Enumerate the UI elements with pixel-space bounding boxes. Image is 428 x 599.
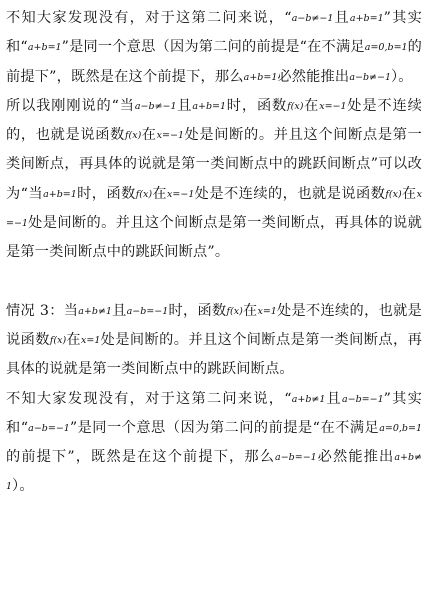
text-run: 在 xyxy=(66,331,82,348)
inline-math: x=−1 xyxy=(156,130,184,142)
text-run: 的前提下”，既然是在这个前提下，那么 xyxy=(6,39,422,85)
paragraph-3 xyxy=(6,297,422,385)
inline-math: a−b≠−1 xyxy=(349,71,391,83)
text-run: 处是不连续的，也就是说函数 xyxy=(194,185,386,202)
text-run: 且 xyxy=(111,302,127,319)
text-run: 所以我刚刚说的“当 xyxy=(6,97,135,114)
paragraph-1 xyxy=(6,4,422,92)
text-run: 处是不连续的，也就是说函数 xyxy=(6,302,423,348)
inline-math: a−b=−1 xyxy=(126,305,169,317)
inline-math: x=−1 xyxy=(319,100,347,112)
inline-math: f(x) xyxy=(226,305,243,317)
inline-math: f(x) xyxy=(125,130,142,142)
text-run: 处是间断的。并且这个间断点是第一类间断点，再具体的说就是第一类间断点中的跳跃间断点。 xyxy=(6,331,422,378)
inline-math: x=1 xyxy=(81,334,101,346)
inline-math: a=0,b=1 xyxy=(364,42,408,54)
text-run: ”是同一个意思（因为第二问的前提是“在不满足 xyxy=(69,419,380,436)
text-run: 且 xyxy=(325,390,342,407)
text-run: ）。 xyxy=(391,68,413,85)
text-run: 在 xyxy=(152,185,168,202)
text-run: 处是不连续的，也就是说函数 xyxy=(6,97,422,144)
text-run: 处是间断的。并且这个间断点是第一类间断点，再具体的说就是第一类间断点中的跳跃间断点”可以改为“当 xyxy=(6,127,422,202)
inline-math: a=0,b=1 xyxy=(379,422,422,434)
inline-math: a+b≠1 xyxy=(6,452,422,493)
inline-math: a−b≠−1 xyxy=(134,100,177,112)
text-run: 在 xyxy=(303,97,320,114)
inline-math: f(x) xyxy=(385,188,402,200)
text-run: 且 xyxy=(176,97,193,114)
text-run: 必然能推出 xyxy=(277,68,350,85)
text-run: 在 xyxy=(141,127,157,144)
text-run: 必然能推出 xyxy=(316,449,395,466)
text-run: 时，函数 xyxy=(76,185,136,202)
paragraph-spacer xyxy=(6,268,422,297)
inline-math: f(x) xyxy=(287,100,304,112)
text-run: ”是同一个意思（因为第二问的前提是“在不满足 xyxy=(61,39,365,56)
inline-math: x=1 xyxy=(257,305,277,317)
inline-math: a−b=−1 xyxy=(275,452,317,464)
inline-math: a+b≠1 xyxy=(78,305,112,317)
inline-math: a+b≠1 xyxy=(291,393,326,405)
paragraph-4 xyxy=(6,385,422,502)
text-run: 且 xyxy=(333,10,350,26)
inline-math: x=−1 xyxy=(6,188,423,230)
inline-math: a+b=1 xyxy=(192,100,227,112)
inline-math: a−b≠−1 xyxy=(291,13,334,24)
text-run: 情况 3：当 xyxy=(6,302,79,319)
text-run: 在 xyxy=(242,302,258,319)
text-run: ”其实和“ xyxy=(6,390,422,436)
text-run: 处是间断的。并且这个间断点是第一类间断点，再具体的说就是第一类间断点中的跳跃间断点”。 xyxy=(6,215,422,261)
inline-math: a−b=−1 xyxy=(341,393,384,405)
paragraph-2 xyxy=(6,92,422,268)
inline-math: a+b=1 xyxy=(43,188,77,200)
text-run: 不知大家发现没有，对于这第二问来说，“ xyxy=(6,390,292,407)
text-run: 的前提下”，既然是在这个前提下，那么 xyxy=(6,449,276,466)
inline-math: f(x) xyxy=(135,188,153,200)
text-run: 时，函数 xyxy=(168,302,227,319)
inline-math: a+b=1 xyxy=(243,71,278,83)
inline-math: f(x) xyxy=(49,334,67,346)
text-run: ）。 xyxy=(12,478,34,495)
inline-math: a−b=−1 xyxy=(28,422,70,434)
text-run: 时，函数 xyxy=(226,97,288,114)
inline-math: x=−1 xyxy=(167,188,195,200)
text-run: 在 xyxy=(401,185,417,202)
inline-math: a+b=1 xyxy=(27,42,62,54)
inline-math: a+b=1 xyxy=(349,13,384,24)
text-run: ”其实和“ xyxy=(6,10,422,56)
text-run: 不知大家发现没有，对于这第二问来说，“ xyxy=(6,10,292,26)
